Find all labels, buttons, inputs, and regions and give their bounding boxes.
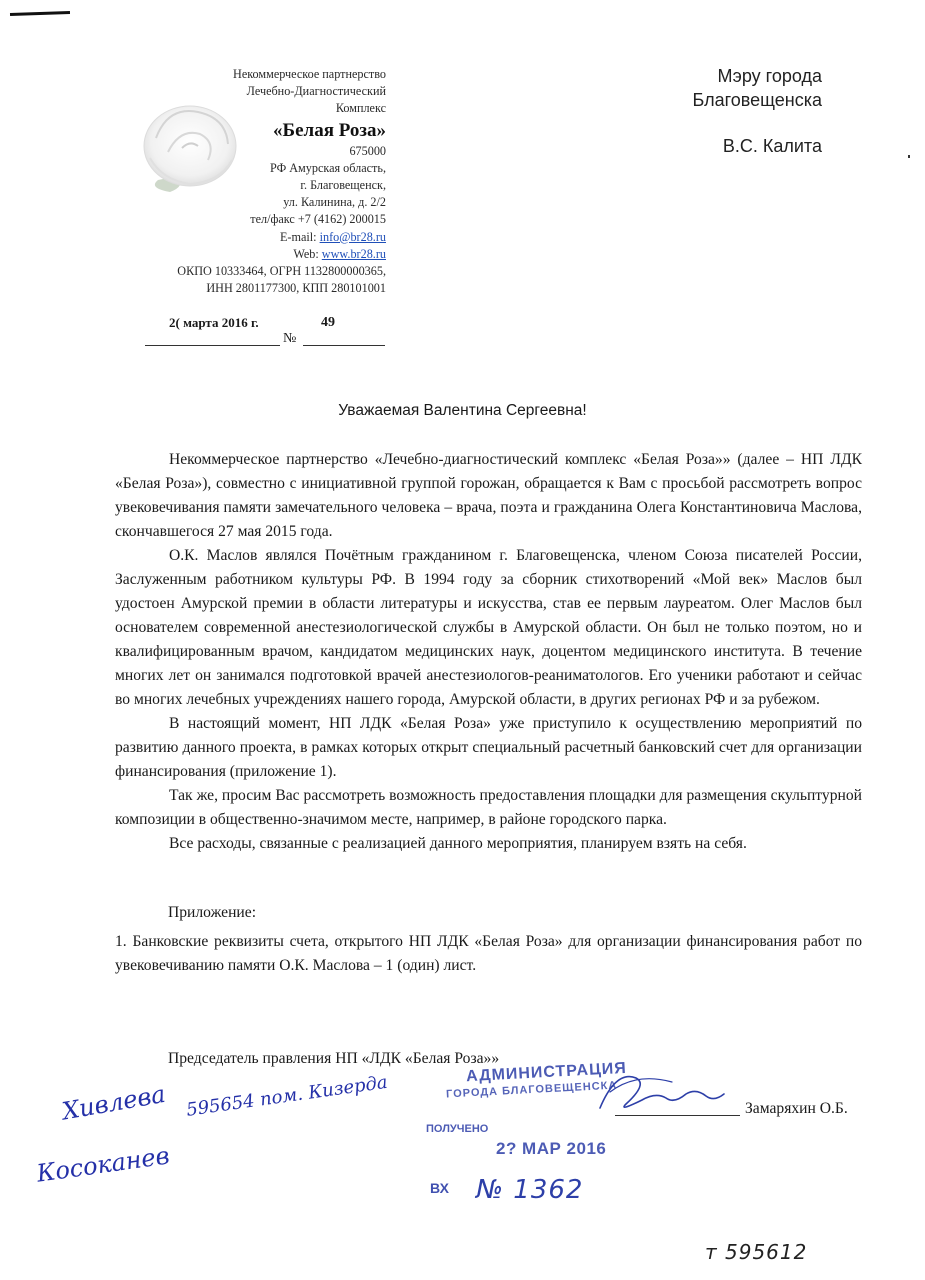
scan-artifact-dot xyxy=(908,155,910,158)
sender-city: г. Благовещенск, xyxy=(300,178,386,193)
outgoing-date: 2( марта 2016 г. xyxy=(169,315,259,330)
sender-email-link[interactable]: info@br28.ru xyxy=(319,229,386,244)
sender-phone: тел/факс +7 (4162) 200015 xyxy=(250,212,386,227)
recipient-block xyxy=(640,64,822,158)
stamp-received-date: 2? МАР 2016 xyxy=(496,1139,607,1158)
body-paragraph: Так же, просим Вас рассмотреть возможность предоставления площадки для размещения скульптурной композиции в общественно-значимом месте, например, в районе городского парка. xyxy=(115,787,862,828)
stamp-city: ГОРОДА БЛАГОВЕЩЕНСКА xyxy=(445,1079,618,1101)
recipient-line1: Мэру города xyxy=(717,66,822,86)
appendix-title: Приложение: xyxy=(168,904,257,921)
sender-codes-line2: ИНН 2801177300, КПП 280101001 xyxy=(206,281,386,296)
stamp-received-label: ПОЛУЧЕНО xyxy=(426,1123,489,1135)
handwritten-bottom-number: т 595612 xyxy=(705,1240,808,1264)
sender-email-row xyxy=(110,229,386,246)
body-paragraph: О.К. Маслов являлся Почётным гражданином г. Благовещенска, членом Союза писателей России, Заслуженным работником культуры РФ. В 1994 году за сборник стихотворений «Мой век» Маслов был удостоен Амурской премии в области литературы и искусства, став ее первым лауреатом. Олег Маслов был основателем современной анестезиологической службы в Амурской области. Он был не только поэтом, но и квалифицированным врачом, кандидатом медицинских наук, доцентом медицинского института. В течение многих лет он занимался подготовкой врачей анестезиологов-реаниматологов. Его ученики работают и сейчас во многих лечебных учреждениях нашего города, Амурской области, в других регионах РФ и за рубежом. xyxy=(115,547,862,708)
sender-email-label: E-mail: xyxy=(279,229,317,244)
handwritten-note: 595654 пом. Кизерда xyxy=(185,1071,389,1121)
sender-street: ул. Калинина, д. 2/2 xyxy=(283,195,386,210)
appendix-item: 1. Банковские реквизиты счета, открытого НП ЛДК «Белая Роза» для организации финансирования работ по увековечиванию памяти О.К. Маслова – 1 (один) лист. xyxy=(115,933,862,974)
body-paragraph: Некоммерческое партнерство «Лечебно-диагностический комплекс «Белая Роза»» (далее – НП ЛДК «Белая Роза»), совместно с инициативной группой горожан, обращается к Вам с просьбой рассмотреть вопрос увековечивания памяти замечательного человека – врача, поэта и гражданина Олега Константиновича Маслова, скончавшегося 27 мая 2015 года. xyxy=(115,451,862,540)
sender-web-link[interactable]: www.br28.ru xyxy=(321,246,386,261)
greeting: Уважаемая Валентина Сергеевна! xyxy=(338,402,587,419)
outgoing-date-number xyxy=(145,312,385,352)
number-sign: № xyxy=(283,331,297,346)
signature-scribble-icon xyxy=(596,1064,728,1120)
sender-org-line2: Лечебно-Диагностический xyxy=(246,84,386,99)
handwritten-name-2: Косоканев xyxy=(35,1141,172,1188)
scan-artifact-mark xyxy=(10,11,70,16)
stamp-admin: АДМИНИСТРАЦИЯ xyxy=(465,1059,628,1086)
sender-org-line3: Комплекс xyxy=(335,101,386,116)
recipient-line2: Благовещенска xyxy=(692,90,822,110)
stamp-in-label: ВХ xyxy=(430,1180,449,1196)
sender-org-name: «Белая Роза» xyxy=(273,119,386,141)
stamp-in-number: № 1362 xyxy=(476,1175,584,1205)
letter-body xyxy=(115,448,862,856)
sender-letterhead xyxy=(110,66,386,297)
sender-codes-line1: ОКПО 10333464, ОГРН 1132800000365, xyxy=(177,264,386,279)
recipient-name: В.С. Калита xyxy=(722,136,822,156)
handwritten-name-1: Хивлева xyxy=(60,1079,168,1126)
date-underline xyxy=(145,345,280,346)
body-paragraph: В настоящий момент, НП ЛДК «Белая Роза» уже приступило к осуществлению мероприятий по развитию данного проекта, в рамках которых открыт специальный расчетный банковский счет для организации финансирования (приложение 1). xyxy=(115,715,862,780)
outgoing-number: 49 xyxy=(321,315,335,330)
signature-title: Председатель правления НП «ЛДК «Белая Роза»» xyxy=(168,1050,500,1067)
body-paragraph: Все расходы, связанные с реализацией данного мероприятия, планируем взять на себя. xyxy=(169,835,747,852)
sender-region: РФ Амурская область, xyxy=(270,160,386,175)
sender-org-line1: Некоммерческое партнерство xyxy=(233,67,386,81)
sender-web-row xyxy=(110,246,386,263)
number-underline xyxy=(303,345,385,346)
sender-web-label: Web: xyxy=(293,246,319,261)
signature-name: Замаряхин О.Б. xyxy=(745,1100,848,1117)
sender-postcode: 675000 xyxy=(349,143,386,158)
